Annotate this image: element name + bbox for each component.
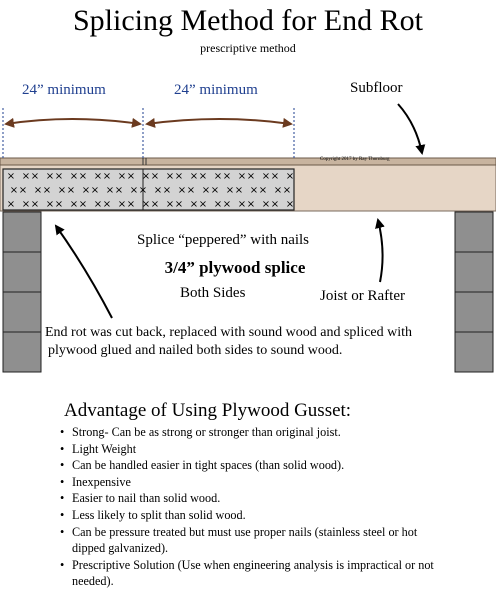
- end-rot-note-line-1: End rot was cut back, replaced with sound wood and spliced with: [45, 325, 413, 340]
- nail-mark: ×: [189, 171, 199, 182]
- advantage-item: • Inexpensive: [60, 474, 452, 491]
- nail-mark: ×: [222, 171, 232, 182]
- nail-mark: ×: [54, 199, 64, 210]
- advantage-item: • Strong- Can be as strong or stronger than original joist.: [60, 424, 452, 441]
- nail-mark: ×: [165, 171, 175, 182]
- nail-mark: ×: [249, 185, 259, 196]
- nail-mark: ×: [210, 185, 220, 196]
- nail-mark: ×: [285, 171, 295, 182]
- nail-mark: ×: [126, 199, 136, 210]
- nail-mark: ×: [273, 185, 283, 196]
- right-pier: [455, 212, 493, 372]
- advantage-item: • Can be pressure treated but must use proper nails (stainless steel or hot dipped galvanized).: [60, 524, 452, 557]
- nail-mark: ×: [141, 199, 151, 210]
- nail-mark: ×: [69, 171, 79, 182]
- advantage-item: • Can be handled easier in tight spaces (than solid wood).: [60, 457, 452, 474]
- nail-mark: ×: [78, 171, 88, 182]
- title: Splicing Method for End Rot: [73, 4, 423, 37]
- nail-mark: ×: [261, 171, 271, 182]
- nail-mark: ×: [138, 185, 148, 196]
- nail-mark: ×: [90, 185, 100, 196]
- advantage-item: • Less likely to split than solid wood.: [60, 507, 452, 524]
- nail-mark: ×: [261, 199, 271, 210]
- dimension-arrow-right: [147, 119, 291, 124]
- nail-mark: ×: [93, 171, 103, 182]
- nail-mark: ×: [189, 199, 199, 210]
- nail-mark: ×: [45, 171, 55, 182]
- joist-label: Joist or Rafter: [320, 288, 405, 304]
- advantage-item: • Easier to nail than solid wood.: [60, 490, 452, 507]
- nail-mark: ×: [57, 185, 67, 196]
- nail-mark: ×: [66, 185, 76, 196]
- nail-mark: ×: [237, 171, 247, 182]
- nail-mark: ×: [150, 199, 160, 210]
- nail-mark: ×: [114, 185, 124, 196]
- end-rot-note-line-2: plywood glued and nailed both sides to sound wood.: [48, 343, 343, 358]
- nail-mark: ×: [30, 171, 40, 182]
- nail-mark: ×: [81, 185, 91, 196]
- dimension-label-right: 24” minimum: [174, 82, 258, 98]
- nail-mark: ×: [282, 185, 292, 196]
- nail-mark: ×: [21, 171, 31, 182]
- nail-mark: ×: [270, 199, 280, 210]
- nail-mark: ×: [246, 199, 256, 210]
- end-rot-note: [45, 324, 412, 360]
- nail-mark: ×: [258, 185, 268, 196]
- nail-mark: ×: [198, 199, 208, 210]
- nail-mark: ×: [54, 171, 64, 182]
- nail-mark: ×: [150, 171, 160, 182]
- dimension-label-left: 24” minimum: [22, 82, 106, 98]
- nail-mark: ×: [198, 171, 208, 182]
- dimension-arrow-left: [6, 119, 140, 124]
- nail-mark: ×: [186, 185, 196, 196]
- nail-mark: ×: [201, 185, 211, 196]
- nail-mark: ×: [285, 199, 295, 210]
- nail-mark: ×: [6, 199, 16, 210]
- nail-mark: ×: [78, 199, 88, 210]
- nail-mark: ×: [33, 185, 43, 196]
- nail-mark: ×: [21, 199, 31, 210]
- nail-mark: ×: [246, 171, 256, 182]
- advantages-title: Advantage of Using Plywood Gusset:: [64, 400, 352, 421]
- nail-mark: ×: [93, 199, 103, 210]
- nail-mark: ×: [6, 171, 16, 182]
- nail-mark: ×: [162, 185, 172, 196]
- advantage-item: • Prescriptive Solution (Use when engineering analysis is impractical or not needed).: [60, 557, 452, 590]
- nail-mark: ×: [213, 171, 223, 182]
- nail-mark: ×: [174, 171, 184, 182]
- nail-mark: ×: [270, 171, 280, 182]
- both-sides-label: Both Sides: [180, 285, 246, 301]
- nail-mark: ×: [141, 171, 151, 182]
- subfloor-arrow: [398, 104, 422, 153]
- nail-mark: ×: [117, 171, 127, 182]
- nail-mark: ×: [42, 185, 52, 196]
- nail-mark: ×: [213, 199, 223, 210]
- splice-main-label: 3/4” plywood splice: [164, 258, 306, 277]
- nail-mark: ×: [117, 199, 127, 210]
- nail-mark: ×: [9, 185, 19, 196]
- nail-mark: ×: [177, 185, 187, 196]
- nail-mark: ×: [45, 199, 55, 210]
- splice-peppered-label: Splice “peppered” with nails: [137, 232, 310, 248]
- advantages-list: [60, 424, 452, 590]
- advantage-item: • Light Weight: [60, 441, 452, 458]
- left-pier: [3, 212, 41, 372]
- nail-mark: ×: [129, 185, 139, 196]
- subfloor-label: Subfloor: [350, 80, 403, 96]
- nail-mark: ×: [126, 171, 136, 182]
- nail-mark: ×: [234, 185, 244, 196]
- nail-mark: ×: [102, 199, 112, 210]
- nail-mark: ×: [174, 199, 184, 210]
- copyright-notice: Copyright 2017 by Ray Thornburg: [320, 157, 390, 162]
- nail-mark: ×: [102, 171, 112, 182]
- nail-mark: ×: [225, 185, 235, 196]
- nail-mark: ×: [105, 185, 115, 196]
- nail-mark: ×: [222, 199, 232, 210]
- nail-mark: ×: [69, 199, 79, 210]
- subtitle: prescriptive method: [200, 41, 296, 55]
- subfloor: [0, 158, 496, 165]
- nail-mark: ×: [153, 185, 163, 196]
- nail-mark: ×: [18, 185, 28, 196]
- nail-mark: ×: [237, 199, 247, 210]
- nail-mark: ×: [30, 199, 40, 210]
- nail-mark: ×: [165, 199, 175, 210]
